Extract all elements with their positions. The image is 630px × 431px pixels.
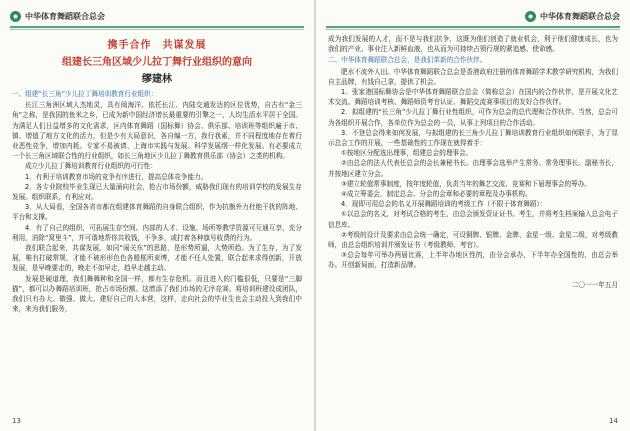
article-subtitle: 组建长三角区域少儿拉丁舞行业组织的意向 — [62, 57, 252, 68]
paragraph: 长江三角洲区域人杰地灵，具有阅海洋、依托长江、内陆交通发达的区位优势，自古有“金三角”之称，是我国的鱼米之乡，已成为新中国经济增长最重要的引擎之一，人均生活水平居于全国。为满足人们日益增多的文化需求，区内体育舞蹈（国标舞）协会、俱乐部、培训班等组织遍于市、镇、增值了地方文化的活力，但是少有大局意识，各自编一方，我行我素，并不同程度地存在着行业恶性竞争，增加内耗。专家不易被请、上海市实践与发展、科学发展纲一样化发展。有必要成立一个长三角区域联合性的行业组织，如长三角地区少儿拉丁舞教育俱乐部（协会）之类的机构。 — [12, 101, 302, 161]
paragraph: ③总会每年可举办两届比赛，上半年办地区性的，由分会承办，下半年办全国性的，由总会举办。开创新局面，打造新品牌。 — [328, 251, 618, 270]
header-org-name: 中华体育舞蹈联合总会 — [540, 11, 620, 21]
author-name: 缪建林 — [142, 74, 172, 85]
page-number: 14 — [609, 417, 618, 425]
organization-logo-icon — [525, 11, 536, 22]
page-header — [10, 8, 304, 24]
left-page — [0, 0, 314, 431]
paragraph: 我们联合起来，共谋发展，如同“闹关东”的思路，是形势所逼，大势所趋。为了生存，为了发展，唯有打破常规，才能不被形形色色各般框所束缚，才能不任人处置，联合起来求得创新，开放发展，是早晚要走的，晚走不如早走，趋早走越主动。 — [12, 244, 302, 273]
paragraph: ①以总会的名义，对考试合格的考生，由总会颁发资证证书。考生，并将考生档案输入总会电子信息库。 — [328, 210, 618, 229]
page-header — [326, 8, 620, 24]
page-number: 13 — [12, 417, 21, 425]
organization-logo-icon — [10, 11, 21, 22]
section-heading-1: 一、组建“长三角”少儿拉丁舞培训教育行业组织： — [12, 90, 158, 98]
header-rule-thin — [326, 29, 620, 30]
list-item: ①按地区分配选出理事，组建总会的理事会。 — [341, 149, 473, 158]
paragraph: 4．现即可用总会的名义开展舞蹈培训的考级工作（不限于体育舞蹈）： — [341, 200, 547, 209]
section-heading-2: 二、中华体育舞蹈联合总会，是我们革新的合作伙伴。 — [328, 56, 487, 65]
list-item: ②由总会的法人代表任总会的会长兼秘书长。由理事会选举产生常务、常务理事长、副秘书长，并按地区建立分会。 — [328, 159, 618, 178]
left-content — [12, 34, 302, 411]
header-rule — [326, 26, 620, 28]
paragraph: 成立少儿拉丁舞培训教育行业组织的可行性： — [25, 162, 157, 171]
document-date: 二〇一一年五月 — [571, 280, 618, 289]
list-item: ④成立筹委会，制定总会、分会的会章和必要的章程及办事机构。 — [341, 190, 532, 199]
paragraph: 2．各专业院校毕业生现已大量涌向社会，抢占市场份额，威胁我们现有的培训学校的发展生存发展。组织联系，有利应对。 — [12, 182, 302, 202]
article-title: 携手合作 共谋发展 — [107, 40, 207, 51]
paragraph: 肥水不流外人田。中华体育舞蹈联合总会是香港政府注册的体育舞蹈学术教学研究机构，为我们自主品牌，有钱自己拿，提供了机会。 — [328, 67, 618, 86]
header-rule-thin — [10, 29, 304, 30]
paragraph: 2．拟组建的“长三角”少儿拉丁舞行业性组织，可作为总会的总代理和合作伙伴。当然，总会可为各组织开展合作，各单位作为总会的一员，从事上列项目的合作活动。 — [328, 108, 618, 127]
header-rule — [10, 26, 304, 28]
list-item: ③建立轮值常事制度，按年度轮值，负责当年的舞艺交流、竞赛和下届理事会的筹办。 — [341, 179, 591, 188]
paragraph: 发展是硬道理，我们舞舞种和全国一样，都有生存危机。而且进入的门槛很低，只要是“三脚猫”，都可以办舞蹈培训班，抢占市场份额。这增添了我们市场的无序竞赛。将培训班建设成团队，我们只有办大、做强、做大、建好自己的大本营，这样，走向社会的毕业生也会主动投入到我们中来，来为我们服务， — [12, 274, 302, 314]
header-org-name: 中华体育舞蹈联合总会 — [25, 11, 105, 21]
paragraph: 4．有了自己的组织，可拓展生存空间。内部的人才、设施、场所等教学资源可互通互享，充分利用，消除“窝里斗”，并可谐地帮你共收钱，不争多，或打着各种旗号收费的行为。 — [12, 223, 302, 242]
right-page — [316, 0, 630, 431]
paragraph: 3．从大局看，全国各省市都在组建体育舞蹈的自身联合组织，作为抗衡外力杜绝干扰的阵地、平台和支撑。 — [12, 203, 302, 222]
right-content — [328, 34, 618, 411]
paragraph: 成为我们发展的人才，而不是与我们抗争，这既为他们创造了就业机会，利于他们健康成长，也为我们的产业、事业注入新鲜血液，也从而为可持续占领行规的紧追感、使命感。 — [328, 35, 618, 54]
paragraph: ②考级的设计及要求由总会统一确定，可设铜牌、银牌、金牌、金星一级、金星二级，对考级教师，由总会组织培训并颁发证书（考级教师、考官）。 — [328, 230, 618, 250]
paragraph: 1．有利于培训教育市场的竞争有序进行，提高总体竞争能力。 — [25, 172, 208, 181]
paragraph: 3．不登总会得来如何发展，与拟组建的长三角少儿拉丁舞培训教育行业组织如何联手，为了显示总会工作的开展，一些基础性的工作现在就得着手： — [328, 128, 618, 148]
paragraph: 1．张家港国标舞协会是中华体育舞蹈联合总会（简称总会）在国内的合作伙伴，是开展文化艺术交流、舞蹈培训考核、舞蹈师资考官认证、舞蹈交流赛事项目的友好合作伙伴。 — [328, 88, 618, 107]
